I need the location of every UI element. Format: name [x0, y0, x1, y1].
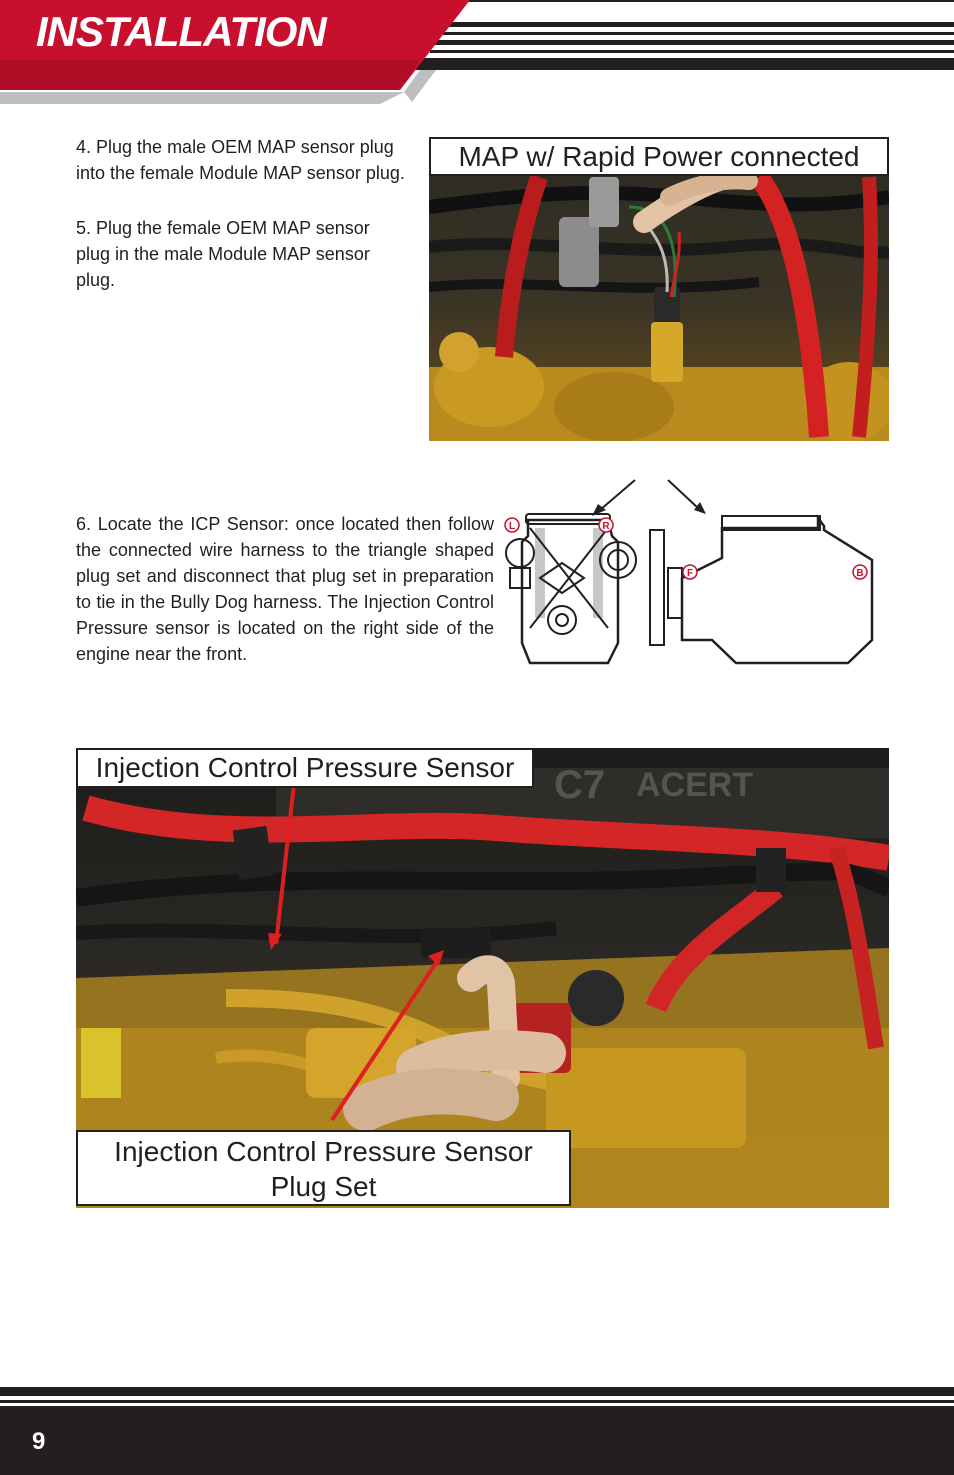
footer-rule-thin: [0, 1400, 954, 1403]
footer-band: [0, 1406, 954, 1475]
map-photo-caption: MAP w/ Rapid Power connected: [429, 137, 889, 176]
step-4-text: 4. Plug the male OEM MAP sensor plug into the female Module MAP sensor plug.: [76, 137, 405, 183]
step-6-text: 6. Locate the ICP Sensor: once located then follow the connected wire harness to the triangle shaped plug set and disconnect that plug set in preparation to tie in the Bully Dog harness. The Injection Control Pressure sensor is located on the right side of the engine near the front.: [76, 514, 494, 664]
diagram-label-back: B: [856, 568, 864, 579]
arrow-left-icon: [600, 480, 635, 510]
icp-plug-set-caption: [76, 1130, 571, 1206]
diagram-label-left: L: [508, 521, 516, 532]
icp-sensor-caption: Injection Control Pressure Sensor: [76, 748, 534, 788]
page-footer: [0, 1387, 954, 1475]
icp-plug-caption-line2: Plug Set: [270, 1171, 377, 1202]
page-number: 9: [32, 1428, 46, 1455]
diagram-label-right: R: [602, 521, 610, 532]
page-header: [0, 0, 954, 105]
engine-orientation-diagram: [500, 468, 890, 668]
diagram-label-front: F: [686, 568, 694, 579]
footer-rule: [0, 1387, 954, 1396]
page-title: INSTALLATION: [36, 8, 326, 55]
engine-model-label: ACERT: [636, 766, 754, 804]
step-5-text: 5. Plug the female OEM MAP sensor plug in the male Module MAP sensor plug.: [76, 218, 370, 290]
engine-brand-label: C7: [554, 763, 606, 807]
arrow-right-icon: [668, 480, 698, 508]
map-sensor-photo: [429, 137, 889, 441]
icp-plug-caption-line1: Injection Control Pressure Sensor: [114, 1136, 533, 1167]
